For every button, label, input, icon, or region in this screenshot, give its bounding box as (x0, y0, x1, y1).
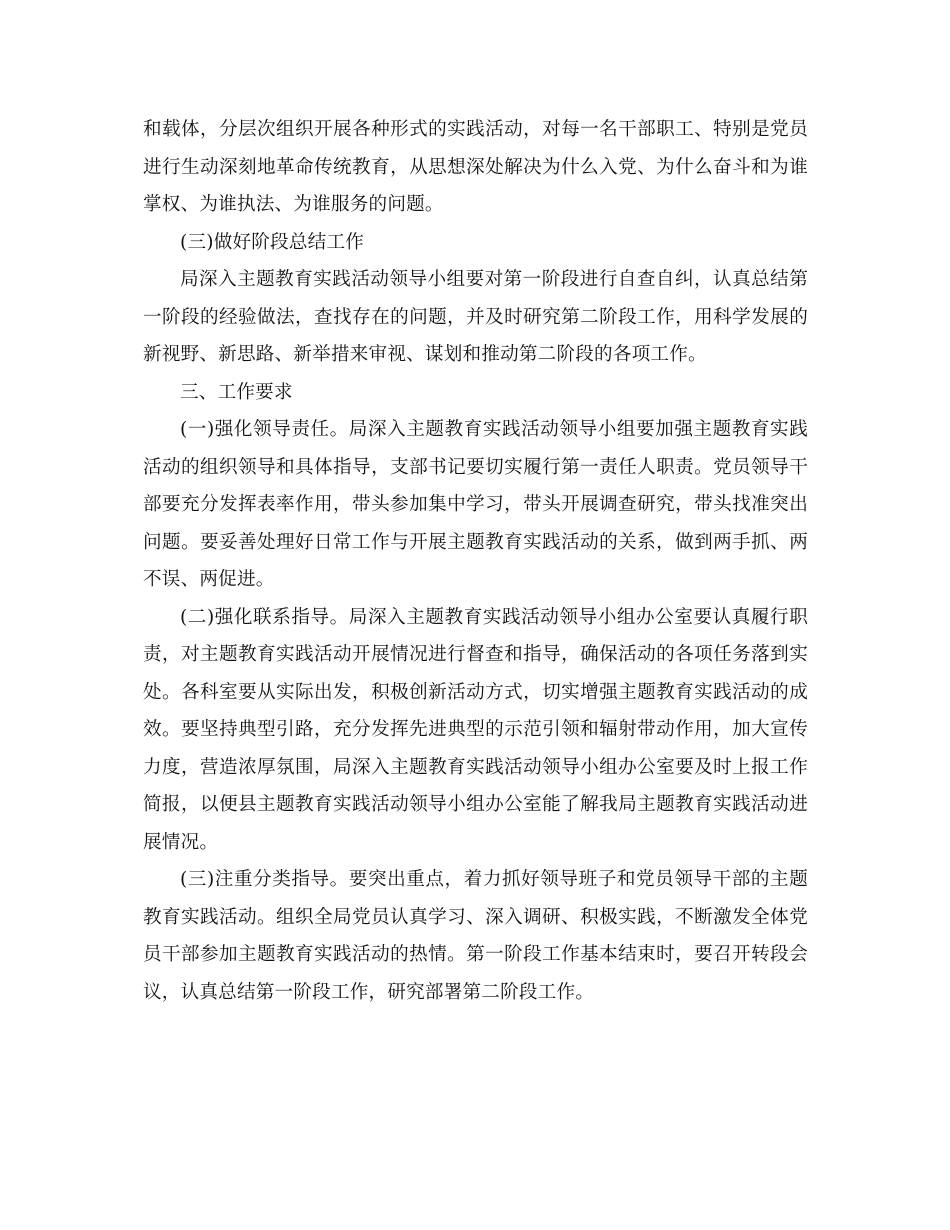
text-line: 新视野、新思路、新举措来审视、谋划和推动第二阶段的各项工作。 (143, 344, 707, 365)
document-body (143, 111, 808, 1011)
text-line: 和载体，分层次组织开展各种形式的实践活动，对每一名干部职工、特别是党员 (143, 119, 808, 140)
text-line: 活动的组织领导和具体指导，支部书记要切实履行第一责任人职责。党员领导干 (143, 456, 808, 478)
text-line: 效。要坚持典型引路，充分发挥先进典型的示范引领和辐射带动作用，加大宣传 (143, 719, 808, 740)
text-line: 处。各科室要从实际出发，积极创新活动方式，切实增强主题教育实践活动的成 (143, 681, 808, 703)
text-line: (一)强化领导责任。局深入主题教育实践活动领导小组要加强主题教育实践 (180, 419, 808, 440)
text-line: 局深入主题教育实践活动领导小组要对第一阶段进行自查自纠，认真总结第 (180, 269, 808, 290)
text-line: 部要充分发挥表率作用，带头参加集中学习，带头开展调查研究，带头找准突出 (143, 494, 808, 515)
document-page (143, 111, 808, 1011)
text-line: 掌权、为谁执法、为谁服务的问题。 (143, 194, 444, 215)
text-line: 责，对主题教育实践活动开展情况进行督查和指导，确保活动的各项任务落到实 (143, 644, 808, 665)
text-line: 议，认真总结第一阶段工作，研究部署第二阶段工作。 (143, 981, 595, 1003)
text-line: 展情况。 (143, 831, 219, 853)
text-line: (三)注重分类指导。要突出重点，着力抓好领导班子和党员领导干部的主题 (180, 869, 808, 890)
text-line: 三、工作要求 (180, 381, 293, 403)
text-line: (二)强化联系指导。局深入主题教育实践活动领导小组办公室要认真履行职 (180, 606, 808, 628)
text-line: 简报，以便县主题教育实践活动领导小组办公室能了解我局主题教育实践活动进 (143, 794, 808, 815)
text-line: 不误、两促进。 (143, 569, 275, 590)
text-line: 力度，营造浓厚氛围，局深入主题教育实践活动领导小组办公室要及时上报工作 (143, 756, 808, 778)
text-line: (三)做好阶段总结工作 (180, 231, 365, 253)
text-line: 问题。要妥善处理好日常工作与开展主题教育实践活动的关系，做到两手抓、两 (143, 531, 808, 553)
text-line: 员干部参加主题教育实践活动的热情。第一阶段工作基本结束时，要召开转段会 (143, 944, 808, 965)
text-line: 一阶段的经验做法，查找存在的问题，并及时研究第二阶段工作，用科学发展的 (143, 306, 808, 328)
text-line: 进行生动深刻地革命传统教育，从思想深处解决为什么入党、为什么奋斗和为谁 (143, 156, 808, 178)
text-line: 教育实践活动。组织全局党员认真学习、深入调研、积极实践，不断激发全体党 (143, 906, 808, 928)
